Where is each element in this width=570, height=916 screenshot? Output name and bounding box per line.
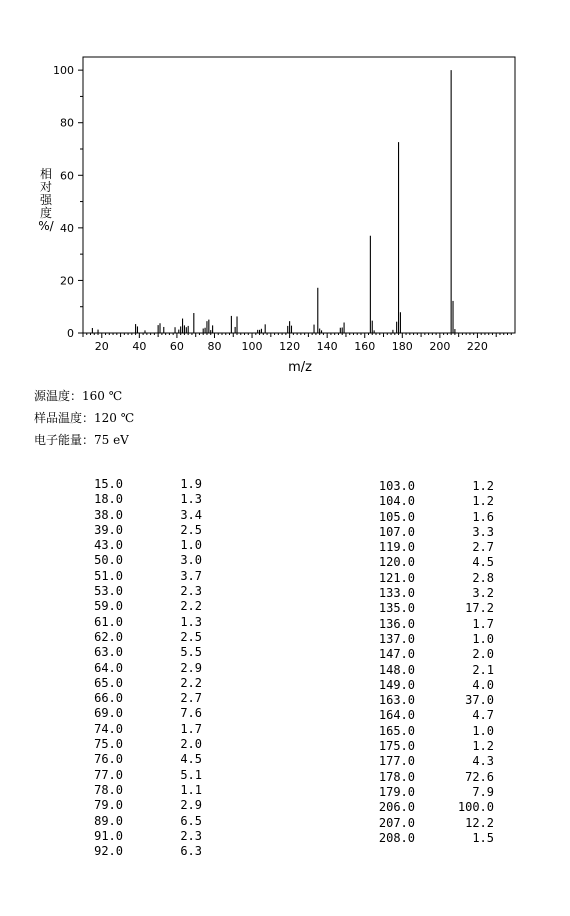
abundance-value: 1.1 <box>180 782 202 797</box>
abundance-value: 2.2 <box>180 599 202 614</box>
abundance-value: 4.5 <box>472 555 494 570</box>
abundance-value: 2.5 <box>180 629 202 644</box>
mz-value: 65.0 <box>94 675 123 690</box>
mz-value: 78.0 <box>94 782 123 797</box>
abundance-value: 1.2 <box>472 739 494 754</box>
table-row <box>80 538 202 553</box>
table-row <box>372 739 494 754</box>
table-row <box>80 523 202 538</box>
abundance-value: 7.9 <box>472 784 494 799</box>
mz-value: 120.0 <box>378 555 415 570</box>
mz-value: 135.0 <box>378 601 415 616</box>
mz-value: 121.0 <box>378 570 415 585</box>
table-row <box>80 645 202 660</box>
table-row <box>80 691 202 706</box>
abundance-value: 12.2 <box>465 815 494 830</box>
mz-value: 178.0 <box>378 769 415 784</box>
abundance-value: 2.7 <box>472 540 494 555</box>
abundance-value: 2.1 <box>472 662 494 677</box>
mz-value: 43.0 <box>94 538 123 553</box>
abundance-value: 4.3 <box>472 754 494 769</box>
y-axis-label-char: 对 <box>39 180 53 194</box>
mz-value: 61.0 <box>94 614 123 629</box>
mz-value: 165.0 <box>378 723 415 738</box>
abundance-value: 2.9 <box>180 798 202 813</box>
abundance-value: 1.6 <box>472 509 494 524</box>
table-row <box>372 754 494 769</box>
table-row <box>80 814 202 829</box>
abundance-value: 1.0 <box>472 631 494 646</box>
abundance-value: 72.6 <box>465 769 494 784</box>
table-row <box>80 752 202 767</box>
table-row <box>372 831 494 846</box>
table-row <box>372 693 494 708</box>
abundance-value: 1.9 <box>180 477 202 491</box>
mz-value: 105.0 <box>378 509 415 524</box>
y-tick-label: 80 <box>60 116 74 130</box>
mz-value: 69.0 <box>94 706 123 721</box>
abundance-value: 3.0 <box>180 553 202 568</box>
mz-value: 77.0 <box>94 767 123 782</box>
table-row <box>80 569 202 584</box>
table-row <box>80 676 202 691</box>
mz-value: 107.0 <box>378 524 415 539</box>
abundance-value: 2.5 <box>180 522 202 537</box>
x-tick-label: 220 <box>466 340 488 353</box>
abundance-value: 3.4 <box>180 507 202 522</box>
source-temperature: 源温度：160 ℃ <box>34 389 123 403</box>
abundance-value: 7.6 <box>180 706 202 721</box>
table-row <box>80 492 202 507</box>
table-row <box>372 510 494 525</box>
table-row <box>80 553 202 568</box>
abundance-value: 1.2 <box>472 479 494 493</box>
table-row <box>372 785 494 800</box>
table-row <box>372 571 494 586</box>
table-row <box>372 586 494 601</box>
mz-value: 76.0 <box>94 752 123 767</box>
abundance-value: 1.0 <box>472 723 494 738</box>
x-tick-label: 80 <box>207 340 222 353</box>
y-axis <box>53 64 83 340</box>
y-axis-label <box>38 166 54 233</box>
peaks <box>92 70 455 333</box>
abundance-value: 17.2 <box>465 601 494 616</box>
x-tick-label: 60 <box>169 340 184 353</box>
abundance-value: 5.1 <box>180 767 202 782</box>
table-row <box>80 599 202 614</box>
table-row <box>372 663 494 678</box>
table-row <box>372 494 494 509</box>
table-row <box>80 584 202 599</box>
abundance-value: 2.7 <box>180 691 202 706</box>
y-axis-label-char: %/ <box>38 219 54 233</box>
abundance-value: 6.3 <box>180 844 202 859</box>
mz-value: 74.0 <box>94 721 123 736</box>
peak-table-right <box>372 479 494 846</box>
table-row <box>372 632 494 647</box>
abundance-value: 1.2 <box>472 494 494 509</box>
plot-frame <box>83 57 515 333</box>
abundance-value: 4.0 <box>472 677 494 692</box>
abundance-value: 3.7 <box>180 568 202 583</box>
peak-table-left <box>80 477 202 859</box>
table-row <box>80 630 202 645</box>
y-tick-label: 100 <box>53 64 74 78</box>
table-row <box>372 555 494 570</box>
x-tick-label: 140 <box>316 340 338 353</box>
table-row <box>372 678 494 693</box>
x-tick-label: 40 <box>132 340 147 353</box>
mz-value: 104.0 <box>378 494 415 509</box>
mass-spectrum-chart <box>0 0 570 385</box>
mz-value: 89.0 <box>94 813 123 828</box>
abundance-value: 1.7 <box>472 616 494 631</box>
table-row <box>372 708 494 723</box>
mz-value: 92.0 <box>94 844 123 859</box>
abundance-value: 4.7 <box>472 708 494 723</box>
abundance-value: 2.2 <box>180 675 202 690</box>
mz-value: 148.0 <box>378 662 415 677</box>
abundance-value: 6.5 <box>180 813 202 828</box>
mz-value: 206.0 <box>378 800 415 815</box>
table-row <box>80 661 202 676</box>
x-tick-label: 200 <box>429 340 451 353</box>
mz-value: 59.0 <box>94 599 123 614</box>
mz-value: 75.0 <box>94 737 123 752</box>
mz-value: 79.0 <box>94 798 123 813</box>
x-tick-label: 100 <box>241 340 263 353</box>
abundance-value: 3.2 <box>472 586 494 601</box>
mz-value: 91.0 <box>94 828 123 843</box>
y-axis-label-char: 度 <box>39 206 53 220</box>
sample-temperature: 样品温度：120 ℃ <box>34 411 135 425</box>
mz-value: 136.0 <box>378 616 415 631</box>
table-row <box>80 737 202 752</box>
electron-energy: 电子能量：75 eV <box>34 433 129 447</box>
mz-value: 179.0 <box>378 784 415 799</box>
y-tick-label: 0 <box>67 327 74 340</box>
y-tick-label: 40 <box>60 221 74 235</box>
abundance-value: 2.9 <box>180 660 202 675</box>
y-tick-label: 60 <box>60 169 74 183</box>
table-row <box>372 617 494 632</box>
mz-value: 163.0 <box>378 693 415 708</box>
abundance-value: 37.0 <box>465 693 494 708</box>
mz-value: 164.0 <box>378 708 415 723</box>
table-row <box>372 770 494 785</box>
abundance-value: 1.0 <box>180 538 202 553</box>
mz-value: 51.0 <box>94 568 123 583</box>
table-row <box>80 706 202 721</box>
mz-value: 119.0 <box>378 540 415 555</box>
mz-value: 207.0 <box>378 815 415 830</box>
table-row <box>372 525 494 540</box>
abundance-value: 5.5 <box>180 645 202 660</box>
x-tick-label: 20 <box>94 340 109 353</box>
y-axis-label-char: 强 <box>39 193 53 207</box>
mz-value: 18.0 <box>94 492 123 507</box>
table-row <box>80 783 202 798</box>
abundance-value: 2.3 <box>180 584 202 599</box>
mz-value: 62.0 <box>94 629 123 644</box>
x-axis-label: m/z <box>288 360 312 375</box>
table-row <box>80 508 202 523</box>
mz-value: 50.0 <box>94 553 123 568</box>
abundance-value: 1.3 <box>180 614 202 629</box>
table-row <box>80 844 202 859</box>
mz-value: 66.0 <box>94 691 123 706</box>
mz-value: 133.0 <box>378 586 415 601</box>
mz-value: 208.0 <box>378 830 415 845</box>
table-row <box>372 800 494 815</box>
mz-value: 177.0 <box>378 754 415 769</box>
mz-value: 63.0 <box>94 645 123 660</box>
abundance-value: 2.3 <box>180 828 202 843</box>
mz-value: 149.0 <box>378 677 415 692</box>
table-row <box>372 479 494 494</box>
abundance-value: 100.0 <box>457 800 494 815</box>
x-tick-label: 120 <box>279 340 301 353</box>
x-tick-label: 180 <box>391 340 413 353</box>
table-row <box>80 798 202 813</box>
x-tick-label: 160 <box>354 340 376 353</box>
x-axis <box>83 333 511 353</box>
table-row <box>372 601 494 616</box>
table-row <box>80 615 202 630</box>
mz-value: 175.0 <box>378 739 415 754</box>
mz-value: 38.0 <box>94 507 123 522</box>
y-axis-label-char: 相 <box>39 167 53 181</box>
table-row <box>372 540 494 555</box>
table-row <box>80 477 202 492</box>
mz-value: 39.0 <box>94 522 123 537</box>
mz-value: 15.0 <box>94 477 123 491</box>
mz-value: 147.0 <box>378 647 415 662</box>
abundance-value: 2.0 <box>472 647 494 662</box>
table-row <box>372 647 494 662</box>
mz-value: 53.0 <box>94 584 123 599</box>
mz-value: 137.0 <box>378 631 415 646</box>
abundance-value: 2.0 <box>180 737 202 752</box>
abundance-value: 1.5 <box>472 830 494 845</box>
mz-value: 103.0 <box>378 479 415 493</box>
abundance-value: 4.5 <box>180 752 202 767</box>
y-tick-label: 20 <box>60 274 74 288</box>
abundance-value: 1.3 <box>180 492 202 507</box>
abundance-value: 3.3 <box>472 524 494 539</box>
mz-value: 64.0 <box>94 660 123 675</box>
table-row <box>80 722 202 737</box>
table-row <box>80 829 202 844</box>
table-row <box>372 816 494 831</box>
table-row <box>372 724 494 739</box>
abundance-value: 1.7 <box>180 721 202 736</box>
abundance-value: 2.8 <box>472 570 494 585</box>
table-row <box>80 768 202 783</box>
